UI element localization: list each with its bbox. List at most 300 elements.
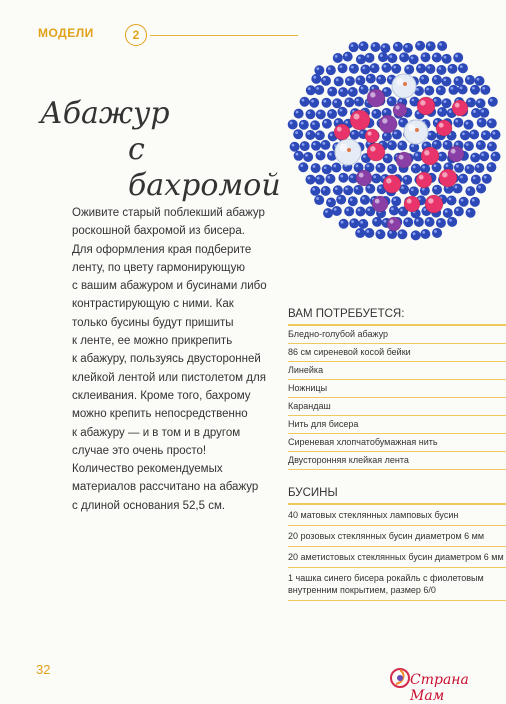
- seed-bead-highlight: [411, 99, 414, 102]
- seed-bead-highlight: [477, 78, 480, 81]
- seed-bead-highlight: [360, 131, 363, 134]
- accent-bead-highlight: [389, 219, 393, 223]
- accent-bead: [387, 217, 401, 231]
- bead-item: 20 розовых стеклянных бусин диаметром 6 мм: [288, 526, 506, 547]
- intro-text: [72, 204, 272, 515]
- seed-bead-highlight: [434, 77, 437, 80]
- seed-bead-highlight: [357, 77, 360, 80]
- bead-hole: [415, 128, 419, 132]
- seed-bead: [424, 86, 434, 96]
- seed-bead-highlight: [456, 78, 459, 81]
- seed-bead-highlight: [296, 153, 299, 156]
- seed-bead-highlight: [493, 153, 496, 156]
- seed-bead: [470, 197, 480, 207]
- seed-bead: [420, 52, 430, 62]
- seed-bead-highlight: [368, 76, 371, 79]
- seed-bead-highlight: [389, 55, 392, 58]
- seed-bead-highlight: [472, 87, 475, 90]
- accent-bead-highlight: [375, 199, 380, 204]
- seed-bead-highlight: [316, 197, 319, 200]
- seed-bead-highlight: [468, 100, 471, 103]
- seed-bead-highlight: [384, 110, 387, 113]
- seed-bead-highlight: [339, 109, 342, 112]
- intro-line: контрастирующую с ними. Как: [72, 298, 234, 311]
- seed-bead-highlight: [429, 133, 432, 136]
- seed-bead: [437, 107, 447, 117]
- intro-line: клейкой лентой или пистолетом для: [72, 371, 266, 384]
- seed-bead-highlight: [434, 54, 437, 57]
- seed-bead: [315, 130, 325, 140]
- seed-bead-highlight: [374, 219, 377, 222]
- seed-bead: [343, 185, 353, 195]
- seed-bead-highlight: [439, 109, 442, 112]
- accent-bead: [367, 143, 385, 161]
- seed-bead-highlight: [380, 54, 383, 57]
- accent-bead-highlight: [395, 105, 399, 109]
- beaded-fringe-photo: [284, 28, 506, 256]
- seed-bead: [325, 174, 335, 184]
- seed-bead: [372, 217, 382, 227]
- seed-bead: [403, 217, 413, 227]
- seed-bead-highlight: [483, 132, 486, 135]
- seed-bead: [305, 109, 315, 119]
- seed-bead: [370, 42, 380, 52]
- seed-bead: [360, 195, 370, 205]
- seed-bead-highlight: [317, 132, 320, 135]
- seed-bead: [458, 63, 468, 73]
- seed-bead: [300, 97, 310, 107]
- seed-bead: [326, 65, 336, 75]
- accent-bead: [417, 97, 435, 115]
- seed-bead: [460, 130, 470, 140]
- seed-bead: [465, 75, 475, 85]
- seed-bead-highlight: [488, 164, 491, 167]
- seed-bead-highlight: [422, 231, 425, 234]
- seed-bead: [491, 130, 501, 140]
- seed-bead-highlight: [377, 231, 380, 234]
- seed-bead: [290, 142, 300, 152]
- accent-bead-highlight: [428, 198, 433, 203]
- seed-bead: [338, 173, 348, 183]
- seed-bead: [479, 108, 489, 118]
- page-number: 32: [36, 662, 51, 677]
- seed-bead: [381, 63, 391, 73]
- seed-bead-highlight: [439, 43, 442, 46]
- seed-bead-highlight: [481, 110, 484, 113]
- seed-bead: [298, 162, 308, 172]
- seed-bead: [469, 130, 479, 140]
- seed-bead: [343, 52, 353, 62]
- accent-bead: [392, 74, 416, 98]
- accent-bead: [356, 170, 372, 186]
- seed-bead-highlight: [473, 110, 476, 113]
- seed-bead-highlight: [313, 143, 316, 146]
- seed-bead: [371, 109, 381, 119]
- seed-bead: [471, 175, 481, 185]
- seed-bead: [333, 53, 343, 63]
- seed-bead-highlight: [347, 78, 350, 81]
- seed-bead-highlight: [389, 231, 392, 234]
- seed-bead-highlight: [350, 198, 353, 201]
- seed-bead: [303, 152, 313, 162]
- seed-bead-highlight: [307, 132, 310, 135]
- seed-bead: [300, 141, 310, 151]
- seed-bead: [375, 229, 385, 239]
- accent-bead: [393, 103, 407, 117]
- seed-bead-highlight: [471, 132, 474, 135]
- seed-bead-highlight: [478, 142, 481, 145]
- requirements-heading: ВАМ ПОТРЕБУЕТСЯ:: [288, 305, 506, 326]
- accent-bead: [367, 89, 385, 107]
- seed-bead-highlight: [307, 177, 310, 180]
- seed-bead: [356, 207, 366, 217]
- seed-bead-highlight: [305, 154, 308, 157]
- requirement-item: Карандаш: [288, 398, 506, 416]
- seed-bead-highlight: [372, 44, 375, 47]
- bead-item: 20 аметистовых стеклянных бусин диаметром 6 мм: [288, 547, 506, 568]
- accent-bead: [436, 120, 452, 136]
- seed-bead-highlight: [416, 88, 419, 91]
- seed-bead: [355, 228, 365, 238]
- seed-bead-highlight: [426, 88, 429, 91]
- seed-bead: [327, 87, 337, 97]
- seed-bead-highlight: [461, 199, 464, 202]
- seed-bead: [327, 109, 337, 119]
- seed-bead-highlight: [377, 165, 380, 168]
- seed-bead-highlight: [460, 176, 463, 179]
- seed-bead: [432, 75, 442, 85]
- seed-bead-highlight: [411, 188, 414, 191]
- seed-bead: [491, 151, 501, 161]
- accent-bead: [383, 175, 401, 193]
- seed-bead-highlight: [334, 100, 337, 103]
- seed-bead: [316, 151, 326, 161]
- seed-bead-highlight: [345, 187, 348, 190]
- seed-bead-highlight: [382, 45, 385, 48]
- seed-bead-highlight: [295, 131, 298, 134]
- seed-bead: [305, 175, 315, 185]
- seed-bead: [380, 43, 390, 53]
- intro-line: Количество рекомендуемых: [72, 463, 223, 476]
- seed-bead: [432, 185, 442, 195]
- seed-bead: [364, 228, 374, 238]
- seed-bead: [311, 74, 321, 84]
- seed-bead-highlight: [333, 165, 336, 168]
- accent-bead: [396, 152, 412, 168]
- seed-bead-highlight: [318, 153, 321, 156]
- seed-bead: [420, 229, 430, 239]
- seed-bead: [409, 186, 419, 196]
- seed-bead: [454, 206, 464, 216]
- seed-bead-highlight: [312, 122, 315, 125]
- seed-bead-highlight: [460, 87, 463, 90]
- seed-bead-highlight: [384, 220, 387, 223]
- seed-bead-highlight: [328, 67, 331, 70]
- seed-bead: [310, 186, 320, 196]
- seed-bead: [359, 85, 369, 95]
- seed-bead-highlight: [489, 143, 492, 146]
- seed-bead: [370, 63, 380, 73]
- seed-bead: [354, 97, 364, 107]
- seed-bead: [476, 184, 486, 194]
- accent-bead: [416, 172, 432, 188]
- seed-bead-highlight: [490, 99, 493, 102]
- seed-bead-highlight: [473, 177, 476, 180]
- seed-bead: [409, 54, 419, 64]
- seed-bead: [458, 85, 468, 95]
- seed-bead-highlight: [443, 78, 446, 81]
- seed-bead: [443, 208, 453, 218]
- seed-bead-highlight: [372, 65, 375, 68]
- intro-line: к абажуру, пользуясь двусторонней: [72, 353, 261, 366]
- seed-bead: [419, 75, 429, 85]
- seed-bead: [349, 42, 359, 52]
- seed-bead-highlight: [356, 99, 359, 102]
- seed-bead: [475, 76, 485, 86]
- seed-bead-highlight: [395, 44, 398, 47]
- seed-bead-highlight: [389, 142, 392, 145]
- watermark-logo: Страна Мам: [410, 672, 469, 704]
- seed-bead: [314, 195, 324, 205]
- accent-bead: [404, 120, 428, 144]
- seed-bead-highlight: [413, 232, 416, 235]
- seed-bead: [344, 97, 354, 107]
- seed-bead: [447, 217, 457, 227]
- watermark-swirl-icon: [388, 666, 412, 690]
- seed-bead: [288, 119, 298, 129]
- seed-bead: [353, 185, 363, 195]
- beads-heading: БУСИНЫ: [288, 484, 506, 505]
- seed-bead-highlight: [434, 142, 437, 145]
- seed-bead: [322, 119, 332, 129]
- seed-bead-highlight: [449, 110, 452, 113]
- seed-bead-highlight: [340, 89, 343, 92]
- seed-bead-highlight: [296, 111, 299, 114]
- requirement-item: Бледно-голубой абажур: [288, 326, 506, 344]
- seed-bead-highlight: [478, 100, 481, 103]
- accent-bead: [334, 124, 350, 140]
- seed-bead-highlight: [363, 155, 366, 158]
- seed-bead-highlight: [455, 120, 458, 123]
- seed-bead: [436, 85, 446, 95]
- seed-bead: [348, 196, 358, 206]
- seed-bead: [378, 52, 388, 62]
- seed-bead-highlight: [455, 186, 458, 189]
- seed-bead: [425, 64, 435, 74]
- seed-bead-highlight: [384, 89, 387, 92]
- seed-bead: [465, 186, 475, 196]
- seed-bead-highlight: [329, 111, 332, 114]
- seed-bead: [391, 196, 401, 206]
- seed-bead: [305, 130, 315, 140]
- seed-bead-highlight: [302, 99, 305, 102]
- seed-bead-highlight: [316, 67, 319, 70]
- accent-bead-highlight: [419, 175, 424, 180]
- seed-bead-highlight: [449, 66, 452, 69]
- accent-bead-highlight: [337, 127, 342, 132]
- seed-bead-highlight: [389, 98, 392, 101]
- seed-bead-highlight: [399, 143, 402, 146]
- header-rule: [150, 35, 298, 36]
- seed-bead: [321, 98, 331, 108]
- seed-bead: [441, 76, 451, 86]
- seed-bead: [349, 218, 359, 228]
- seed-bead-highlight: [404, 177, 407, 180]
- seed-bead: [453, 118, 463, 128]
- seed-bead: [311, 141, 321, 151]
- seed-bead-highlight: [355, 187, 358, 190]
- seed-bead: [487, 118, 497, 128]
- accent-bead: [365, 129, 379, 143]
- seed-bead-highlight: [455, 55, 458, 58]
- seed-bead-highlight: [489, 120, 492, 123]
- seed-bead-highlight: [422, 54, 425, 57]
- seed-bead: [399, 52, 409, 62]
- intro-line: к абажуру — и в том и в другом: [72, 426, 241, 439]
- seed-bead-highlight: [290, 121, 293, 124]
- seed-bead: [441, 98, 451, 108]
- seed-bead: [366, 74, 376, 84]
- seed-bead-highlight: [416, 219, 419, 222]
- seed-bead-highlight: [449, 219, 452, 222]
- intro-line: Оживите старый поблекший абажур: [72, 207, 265, 219]
- section-label: МОДЕЛИ: [38, 26, 94, 40]
- bead-item: 40 матовых стеклянных ламповых бусин: [288, 505, 506, 526]
- accent-bead: [448, 146, 464, 162]
- seed-bead-highlight: [379, 186, 382, 189]
- seed-bead-highlight: [421, 77, 424, 80]
- seed-bead: [464, 141, 474, 151]
- seed-bead-highlight: [401, 54, 404, 57]
- seed-bead-highlight: [330, 133, 333, 136]
- requirement-item: Ножницы: [288, 380, 506, 398]
- seed-bead-highlight: [346, 99, 349, 102]
- seed-bead-highlight: [356, 164, 359, 167]
- seed-bead: [480, 85, 490, 95]
- seed-bead-highlight: [434, 187, 437, 190]
- seed-bead: [348, 87, 358, 97]
- seed-bead-highlight: [482, 87, 485, 90]
- intro-line: материалов рассчитано на абажур: [72, 481, 259, 494]
- accent-bead-highlight: [407, 199, 412, 204]
- seed-bead-highlight: [346, 208, 349, 211]
- seed-bead: [488, 97, 498, 107]
- seed-bead-highlight: [345, 54, 348, 57]
- seed-bead: [454, 163, 464, 173]
- section-header: [0, 24, 300, 48]
- seed-bead-highlight: [313, 76, 316, 79]
- intro-line: к ленте, ее можно прикрепить: [72, 335, 233, 348]
- seed-bead-highlight: [466, 122, 469, 125]
- accent-bead: [421, 147, 439, 165]
- seed-bead: [323, 208, 333, 218]
- seed-bead-highlight: [418, 65, 421, 68]
- materials-panel: [288, 305, 506, 601]
- seed-bead-highlight: [415, 153, 418, 156]
- seed-bead: [387, 53, 397, 63]
- seed-bead-highlight: [329, 89, 332, 92]
- seed-bead: [453, 53, 463, 63]
- seed-bead-highlight: [336, 78, 339, 81]
- seed-bead: [339, 219, 349, 229]
- seed-bead-highlight: [324, 121, 327, 124]
- seed-bead: [466, 208, 476, 218]
- seed-bead-highlight: [479, 120, 482, 123]
- seed-bead: [299, 120, 309, 130]
- seed-bead-highlight: [313, 165, 316, 168]
- seed-bead: [355, 75, 365, 85]
- seed-bead-highlight: [324, 166, 327, 169]
- intro-line: можно крепить непосредственно: [72, 408, 248, 421]
- seed-bead: [476, 98, 486, 108]
- seed-bead-highlight: [467, 188, 470, 191]
- seed-bead: [332, 206, 342, 216]
- seed-bead: [470, 85, 480, 95]
- seed-bead-highlight: [422, 166, 425, 169]
- seed-bead-highlight: [338, 197, 341, 200]
- accent-bead: [425, 195, 443, 213]
- seed-bead-highlight: [301, 122, 304, 125]
- seed-bead: [326, 197, 336, 207]
- seed-bead-highlight: [389, 77, 392, 80]
- seed-bead-highlight: [405, 219, 408, 222]
- seed-bead: [338, 63, 348, 73]
- seed-bead: [449, 85, 459, 95]
- seed-bead: [436, 218, 446, 228]
- seed-bead-cluster: [288, 41, 501, 241]
- requirement-item: 86 см сиреневой косой бейки: [288, 344, 506, 362]
- intro-line: с вашим абажуром и бусинами либо: [72, 280, 267, 293]
- seed-bead-highlight: [323, 188, 326, 191]
- seed-bead-highlight: [476, 165, 479, 168]
- seed-bead-highlight: [449, 197, 452, 200]
- seed-bead: [338, 87, 348, 97]
- seed-bead-highlight: [400, 208, 403, 211]
- seed-bead-highlight: [428, 43, 431, 46]
- accent-bead-highlight: [424, 150, 429, 155]
- seed-bead-highlight: [361, 87, 364, 90]
- seed-bead-highlight: [456, 142, 459, 145]
- seed-bead-highlight: [393, 66, 396, 69]
- accent-bead-highlight: [399, 155, 404, 160]
- accent-bead-highlight: [451, 149, 456, 154]
- seed-bead: [364, 53, 374, 63]
- seed-bead-highlight: [351, 220, 354, 223]
- seed-bead: [375, 163, 385, 173]
- seed-bead-highlight: [308, 87, 311, 90]
- accent-bead-highlight: [370, 92, 375, 97]
- accent-bead: [404, 196, 420, 212]
- intro-line: только бусины будут пришиты: [72, 316, 234, 329]
- seed-bead: [376, 75, 386, 85]
- seed-bead: [393, 42, 403, 52]
- seed-bead-highlight: [478, 186, 481, 189]
- seed-bead-highlight: [322, 142, 325, 145]
- seed-bead-highlight: [350, 89, 353, 92]
- bead-hole: [347, 148, 351, 152]
- seed-bead: [447, 64, 457, 74]
- seed-bead-highlight: [329, 153, 332, 156]
- seed-bead-highlight: [481, 153, 484, 156]
- seed-bead-highlight: [468, 210, 471, 213]
- seed-bead: [437, 41, 447, 51]
- seed-bead: [387, 164, 397, 174]
- seed-bead: [432, 52, 442, 62]
- seed-bead-highlight: [405, 45, 408, 48]
- seed-bead-highlight: [323, 100, 326, 103]
- accent-bead: [439, 169, 457, 187]
- seed-bead-highlight: [335, 187, 338, 190]
